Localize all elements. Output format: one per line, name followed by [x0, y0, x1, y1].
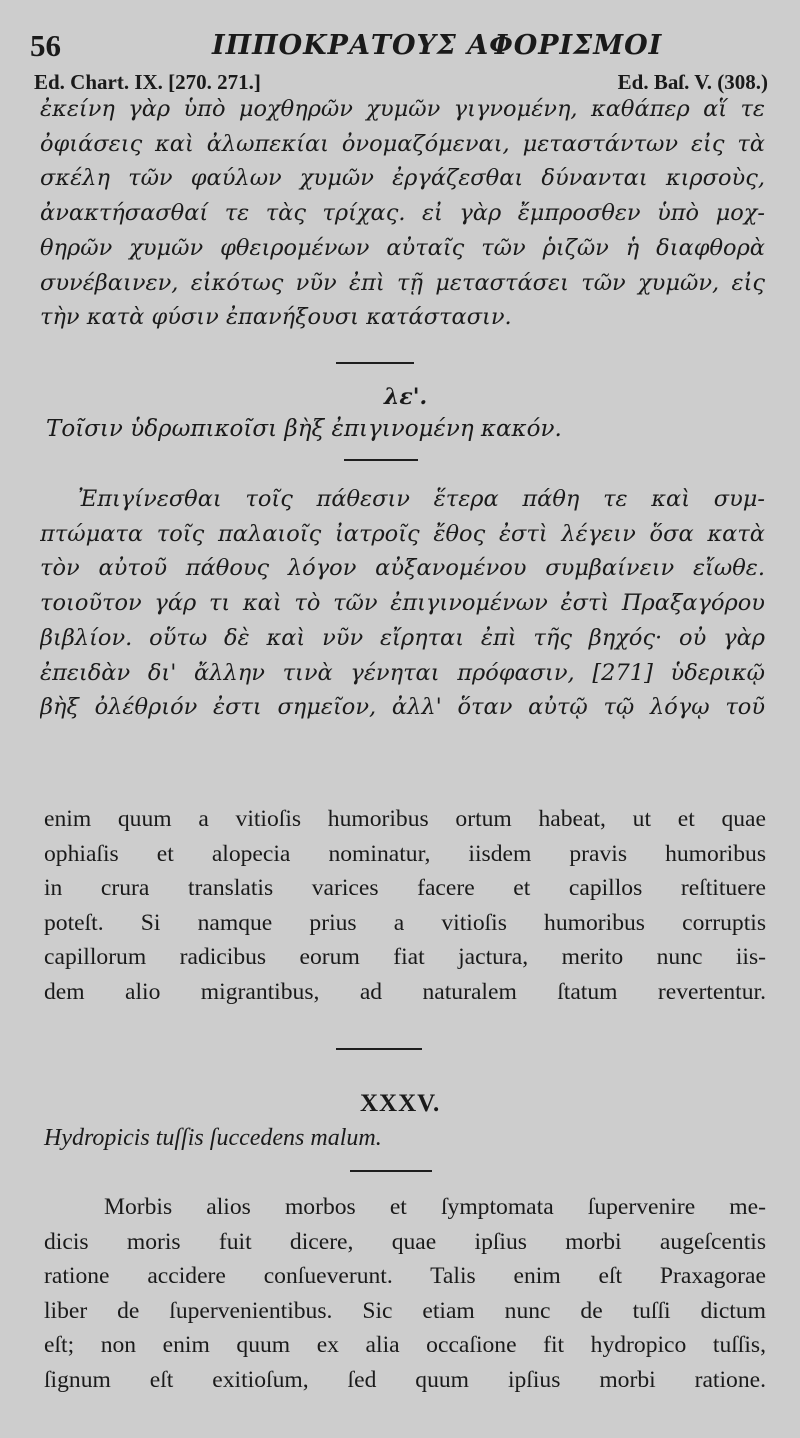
running-title: ΙΠΠΟΚΡΑΤΟΥΣ ΑΦΟΡΙΣΜΟΙ — [212, 30, 663, 61]
text-line: θηρῶν χυμῶν φθειρομένων αὐταῖς τῶν ῥιζῶν ἡ διαφθορὰ — [40, 234, 765, 261]
text-line: ἀνακτήσασθαί τε τὰς τρίχας. εἰ γὰρ ἔμπροσθεν ὑπὸ μοχ- — [40, 200, 765, 227]
page-number: 56 — [30, 28, 61, 63]
text-line: dem alio migrantibus, ad naturalem ſtatum revertentur. — [44, 978, 766, 1005]
latin-commentary — [44, 1190, 766, 1398]
text-line: liber de ſupervenientibus. Sic etiam nunc de tuſſi dictum — [44, 1297, 766, 1324]
edition-reference-left: Ed. Chart. IX. [270. 271.] — [34, 70, 261, 94]
text-line: βὴξ ὀλέθριόν ἐστι σημεῖον, ἀλλ' ὅταν αὐτῷ τῷ λόγῳ τοῦ — [40, 694, 765, 721]
text-line: σκέλη τῶν φαύλων χυμῶν ἐργάζεσθαι δύνανται κιρσοὺς, — [40, 165, 765, 192]
text-line: in crura translatis varices facere et capillos reſtituere — [44, 875, 766, 902]
greek-aphorism: Τοῖσιν ὑδρωπικοῖσι βὴξ ἐπιγινομένη κακόν. — [46, 416, 562, 442]
text-line: τὴν κατὰ φύσιν ἐπανήξουσι κατάστασιν. — [40, 304, 512, 331]
section-divider — [344, 459, 418, 461]
text-line: βιβλίον. οὕτω δὲ καὶ νῦν εἴρηται ἐπὶ τῆς βηχός· οὐ γὰρ — [40, 624, 765, 651]
text-line: Morbis alios morbos et ſymptomata ſupervenire me- — [104, 1194, 766, 1220]
latin-commentary-continued — [44, 802, 766, 1010]
latin-aphorism: Hydropicis tuſſis ſuccedens malum. — [44, 1125, 382, 1151]
text-line: τὸν αὐτοῦ πάθους λόγον αὐξανομένου συμβαίνειν εἴωθε. — [40, 555, 765, 582]
text-line: dicis moris fuit dicere, quae ipſius morbi augeſcentis — [44, 1228, 766, 1255]
text-line: poteſt. Si namque prius a vitioſis humoribus corruptis — [44, 909, 766, 936]
text-line: πτώματα τοῖς παλαιοῖς ἰατροῖς ἔθος ἐστὶ λέγειν ὅσα κατὰ — [40, 520, 765, 547]
text-line: ἐπειδὰν δι' ἄλλην τινὰ γένηται πρόφασιν, [271] ὑδερικῷ — [40, 659, 765, 686]
text-line: eſt; non enim quum ex alia occaſione fit hydropico tuſſis, — [44, 1332, 766, 1359]
text-line: ἐκείνη γὰρ ὑπὸ μοχθηρῶν χυμῶν γιγνομένη, καθάπερ αἵ τε — [40, 96, 765, 122]
text-line: Ἐπιγίνεσθαι τοῖς πάθεσιν ἕτερα πάθη τε καὶ συμ- — [78, 486, 765, 512]
text-line: ratione accidere conſueverunt. Talis enim eſt Praxagorae — [44, 1263, 766, 1290]
greek-commentary — [40, 482, 765, 725]
text-line: συνέβαινεν, εἰκότως νῦν ἐπὶ τῇ μεταστάσει τῶν χυμῶν, εἰς — [40, 269, 765, 296]
latin-section-number: XXXV. — [360, 1090, 441, 1117]
text-line: enim quum a vitioſis humoribus ortum habeat, ut et quae — [44, 806, 766, 832]
section-divider — [350, 1170, 432, 1172]
text-line: capillorum radicibus eorum fiat jactura, merito nunc iis- — [44, 944, 766, 971]
text-line: ὀφιάσεις καὶ ἀλωπεκίαι ὀνομαζόμεναι, μεταστάντων εἰς τὰ — [40, 130, 765, 157]
greek-commentary-continued — [40, 92, 765, 335]
text-line: ſignum eſt exitioſum, ſed quum ipſius morbi ratione. — [44, 1366, 766, 1393]
text-line: ophiaſis et alopecia nominatur, iisdem pravis humoribus — [44, 840, 766, 867]
text-line: τοιοῦτον γάρ τι καὶ τὸ τῶν ἐπιγινομένων ἐστὶ Πραξαγόρου — [40, 590, 765, 617]
edition-reference-right: Ed. Baſ. V. (308.) — [617, 70, 768, 94]
section-divider — [336, 1048, 422, 1050]
section-divider — [336, 362, 414, 364]
greek-section-number: λε'. — [384, 384, 428, 410]
